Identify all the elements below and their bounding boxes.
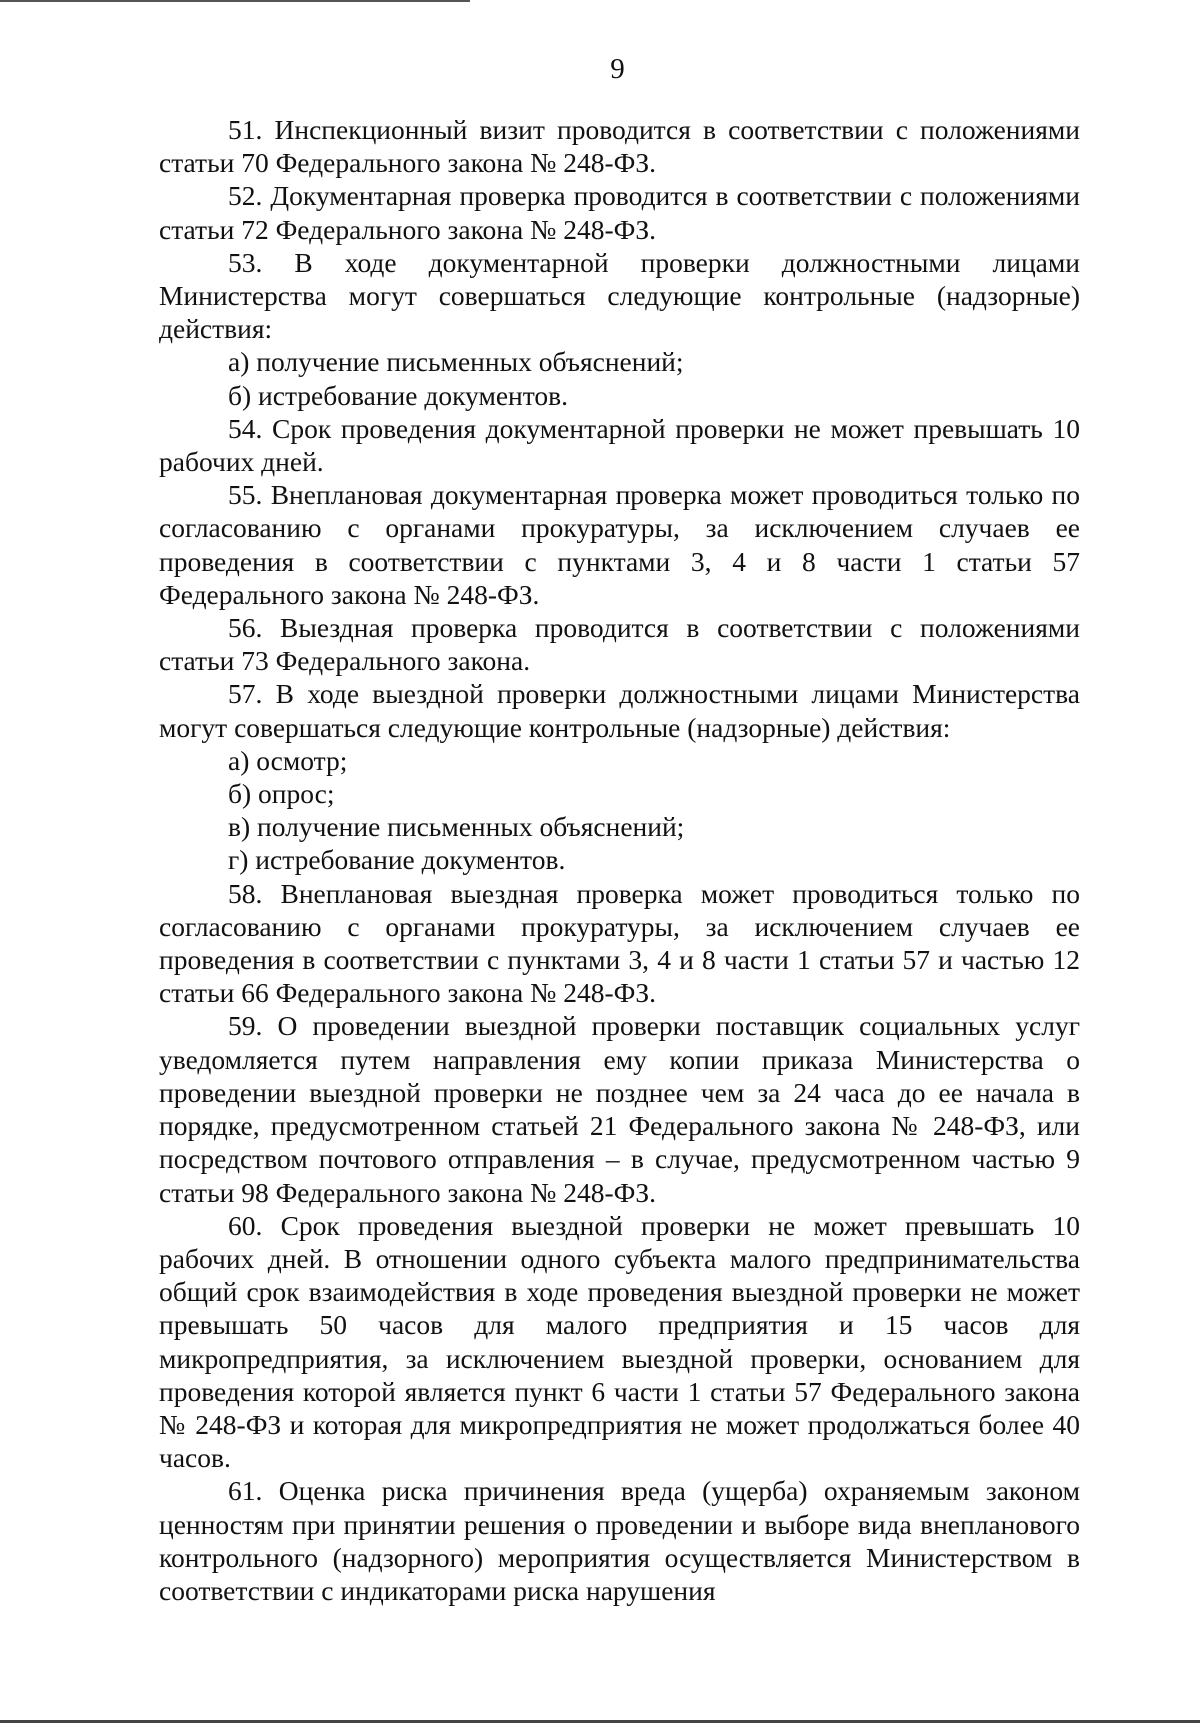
paragraph-52: 52. Документарная проверка проводится в соответствии с положениями статьи 72 Федерального закона № 248-ФЗ.	[159, 180, 1080, 245]
paragraph-53: 53. В ходе документарной проверки должностными лицами Министерства могут совершаться следующие контрольные (надзорные) действия:	[159, 246, 1080, 345]
list-item-53b: б) истребование документов.	[228, 379, 569, 411]
page-number: 9	[610, 53, 625, 85]
list-item-57d: г) истребование документов.	[228, 844, 566, 876]
paragraph-61: 61. Оценка риска причинения вреда (ущерба) охраняемым законом ценностям при принятии решения о проведении и выборе вида внепланового контрольного (надзорного) мероприятия осуществляется Министерством в соответствии с индикаторами риска нарушения	[159, 1475, 1080, 1606]
paragraph-56: 56. Выездная проверка проводится в соответствии с положениями статьи 73 Федерального закона.	[159, 612, 1080, 677]
paragraph-57: 57. В ходе выездной проверки должностными лицами Министерства могут совершаться следующие контрольные (надзорные) действия:	[159, 678, 1080, 743]
paragraph-51: 51. Инспекционный визит проводится в соответствии с положениями статьи 70 Федерального закона № 248-ФЗ.	[159, 114, 1080, 179]
list-item-57a: а) осмотр;	[228, 744, 348, 776]
paragraph-55: 55. Внеплановая документарная проверка может проводиться только по согласованию с органами прокуратуры, за исключением случаев ее проведения в соответствии с пунктами 3, 4 и 8 части 1 статьи 57 Федерального закона № 248-ФЗ.	[159, 479, 1080, 610]
paragraph-59: 59. О проведении выездной проверки поставщик социальных услуг уведомляется путем направления ему копии приказа Министерства о проведении выездной проверки не позднее чем за 24 часа до ее начала в порядке, предусмотренном статьей 21 Федерального закона № 248-ФЗ, или посредством почтового отправления – в случае, предусмотренном частью 9 статьи 98 Федерального закона № 248-ФЗ.	[159, 1010, 1080, 1208]
paragraph-60: 60. Срок проведения выездной проверки не может превышать 10 рабочих дней. В отношении одного субъекта малого предпринимательства общий срок взаимодействия в ходе проведения выездной проверки не может превышать 50 часов для малого предприятия и 15 часов для микропредприятия, за исключением выездной проверки, основанием для проведения которой является пункт 6 части 1 статьи 57 Федерального закона № 248-ФЗ и которая для микропредприятия не может продолжаться более 40 часов.	[159, 1209, 1080, 1474]
scan-edge-top	[0, 0, 470, 2]
paragraph-54: 54. Срок проведения документарной проверки не может превышать 10 рабочих дней.	[159, 412, 1080, 478]
list-item-57b: б) опрос;	[228, 778, 335, 810]
list-item-57c: в) получение письменных объяснений;	[228, 811, 685, 843]
paragraph-58: 58. Внеплановая выездная проверка может проводиться только по согласованию с органами прокуратуры, за исключением случаев ее проведения в соответствии с пунктами 3, 4 и 8 части 1 статьи 57 и частью 12 статьи 66 Федерального закона № 248-ФЗ.	[159, 877, 1080, 1009]
list-item-53a: а) получение письменных объяснений;	[228, 346, 684, 378]
document-body	[159, 113, 1080, 1607]
